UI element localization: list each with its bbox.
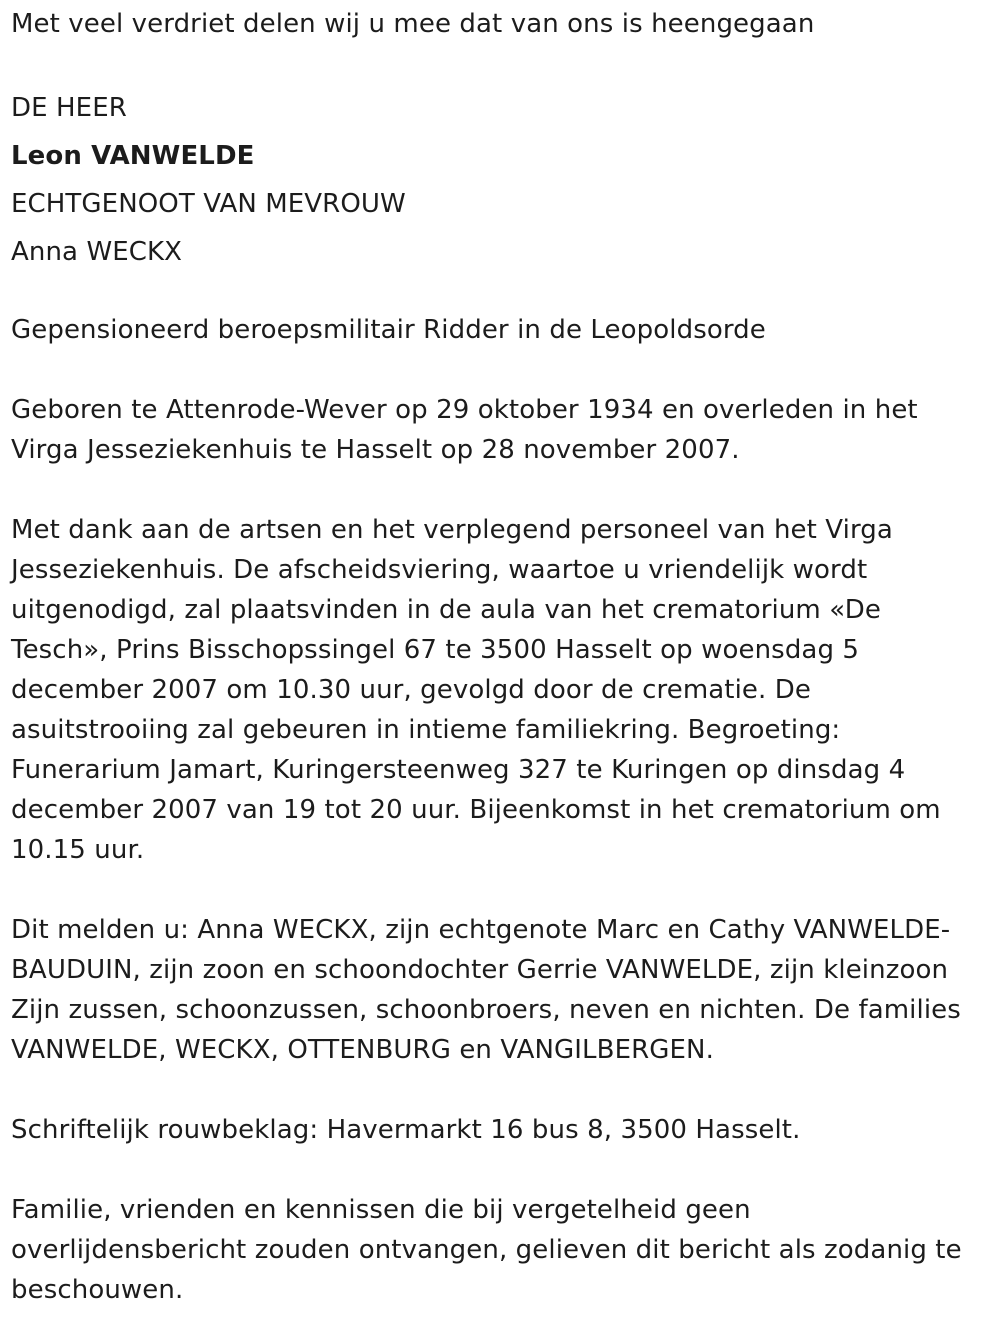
closing-paragraph: Familie, vrienden en kennissen die bij vergetelheid geen overlijdensbericht zouden ontvangen, gelieven dit bericht als zodanig te beschouwen. bbox=[11, 1195, 962, 1305]
condolences-paragraph: Schriftelijk rouwbeklag: Havermarkt 16 bus 8, 3500 Hasselt. bbox=[11, 1115, 801, 1145]
ceremony-paragraph: Met dank aan de artsen en het verplegend personeel van het Virga Jesseziekenhuis. De afscheidsviering, waartoe u vriendelijk wordt uitgenodigd, zal plaatsvinden in de aula van het crematorium «De Tesch», Prins Bisschopssingel 67 te 3500 Hasselt op woensdag 5 december 2007 om 10.30 uur, gevolgd door de crematie. De asuitstrooiing zal gebeuren in intieme familiekring. Begroeting: Funerarium Jamart, Kuringersteenweg 327 te Kuringen op dinsdag 4 december 2007 van 19 tot 20 uur. Bijeenkomst in het crematorium om 10.15 uur. bbox=[11, 515, 941, 865]
spacer bbox=[11, 276, 986, 310]
honorific: DE HEER bbox=[11, 93, 127, 123]
spacer bbox=[11, 44, 986, 84]
spouse-name: Anna WECKX bbox=[11, 237, 183, 267]
spacer bbox=[11, 1070, 986, 1110]
spacer bbox=[11, 1150, 986, 1190]
obituary-notice bbox=[11, 4, 986, 1310]
announcers-paragraph: Dit melden u: Anna WECKX, zijn echtgenote Marc en Cathy VANWELDE- BAUDUIN, zijn zoon en schoondochter Gerrie VANWELDE, zijn kleinzoon Zijn zussen, schoonzussen, schoonbroers, neven en nichten. De families VANWELDE, WECKX, OTTENBURG en VANGILBERGEN. bbox=[11, 915, 961, 1065]
relation-label: ECHTGENOOT VAN MEVROUW bbox=[11, 189, 406, 219]
spacer bbox=[11, 470, 986, 510]
deceased-name: Leon VANWELDE bbox=[11, 141, 255, 171]
spacer bbox=[11, 350, 986, 390]
birth-death-paragraph: Geboren te Attenrode-Wever op 29 oktober 1934 en overleden in het Virga Jesseziekenhuis te Hasselt op 28 november 2007. bbox=[11, 395, 918, 465]
occupation-text: Gepensioneerd beroepsmilitair Ridder in de Leopoldsorde bbox=[11, 315, 766, 345]
intro-text: Met veel verdriet delen wij u mee dat van ons is heengegaan bbox=[11, 9, 815, 39]
spacer bbox=[11, 870, 986, 910]
